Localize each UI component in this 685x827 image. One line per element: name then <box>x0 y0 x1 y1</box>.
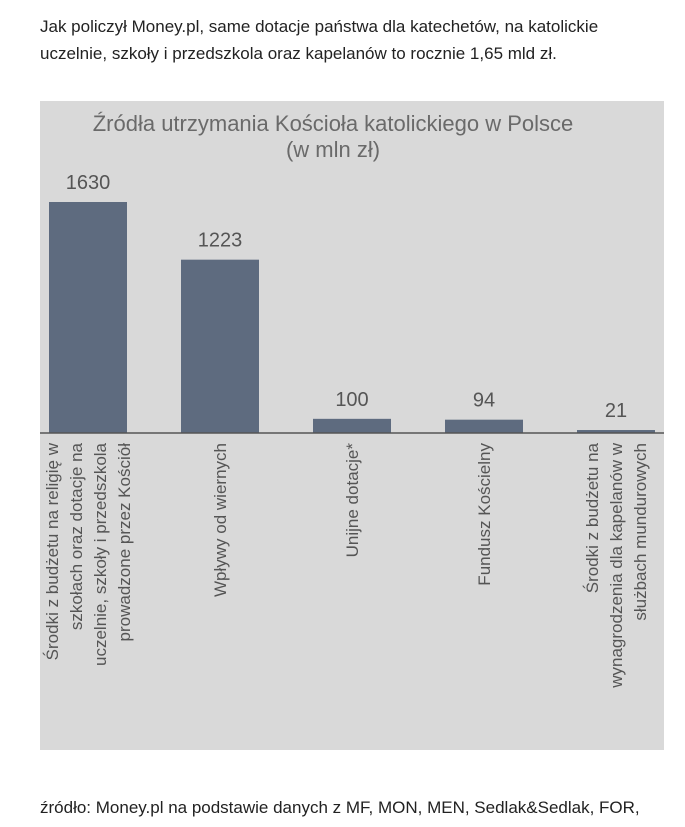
bar-value-label: 1223 <box>197 229 243 252</box>
category-label <box>475 443 494 586</box>
chart-figure <box>40 101 664 750</box>
category-label-line: służbach mundurowych <box>631 443 650 621</box>
bar-value-label: 94 <box>472 389 496 412</box>
category-label-line: Wpływy od wiernych <box>211 443 230 597</box>
category-label-line: uczelnie, szkoły i przedszkola <box>91 443 110 666</box>
bar <box>313 419 391 433</box>
category-label-line: prowadzone przez Kościół <box>115 443 134 642</box>
bar-value-label: 1630 <box>65 172 111 194</box>
bar <box>445 420 523 433</box>
chart-subtitle: (w mln zł) <box>285 137 381 162</box>
chart-title: Źródła utrzymania Kościoła katolickiego w Polsce <box>92 111 574 136</box>
category-label-line: Środki z budżetu na religię w <box>43 443 62 661</box>
bar-value-label: 100 <box>335 388 369 411</box>
category-label <box>343 443 362 558</box>
category-label-line: Unijne dotacje* <box>343 443 362 558</box>
bar-value-label: 21 <box>604 400 628 423</box>
bar <box>181 260 259 433</box>
bar-chart <box>40 101 664 750</box>
intro-paragraph: Jak policzył Money.pl, same dotacje państwa dla katechetów, na katolickie uczelnie, szkoły i przedszkola oraz kapelanów to rocznie 1,65 mld zł. <box>40 17 599 63</box>
source-note: źródło: Money.pl na podstawie danych z MF, MON, MEN, Sedlak&Sedlak, FOR, <box>40 798 640 817</box>
category-label-line: szkołach oraz dotacje na <box>67 443 86 631</box>
category-label <box>211 443 230 597</box>
bar <box>49 202 127 433</box>
category-label-line: Środki z budżetu na <box>583 443 602 594</box>
category-label-line: Fundusz Kościelny <box>475 443 494 586</box>
category-label-line: wynagrodzenia dla kapelanów w <box>607 443 626 688</box>
